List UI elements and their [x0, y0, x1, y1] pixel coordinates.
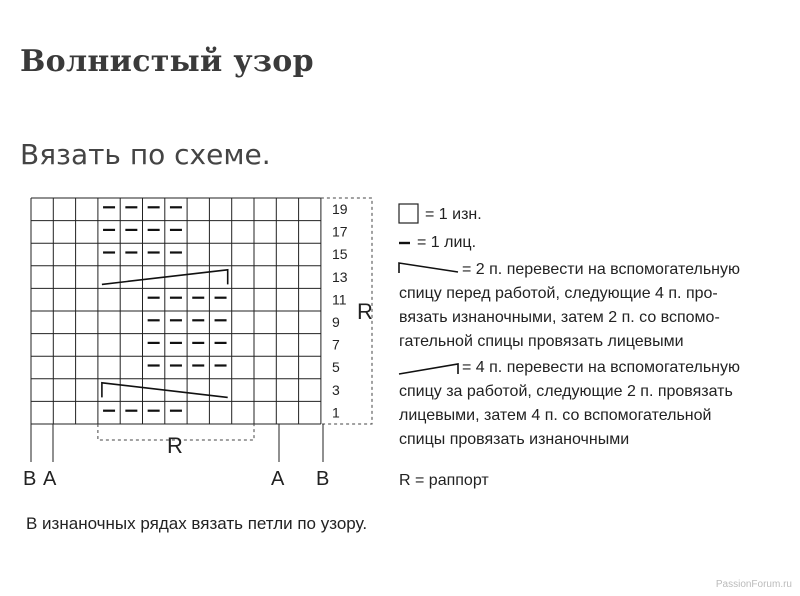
row-number: 15	[332, 246, 348, 263]
edge-label-b-right: B	[316, 468, 330, 490]
repeat-markers	[98, 198, 372, 440]
row-number: 1	[332, 404, 340, 421]
cable-back-symbol	[399, 364, 458, 374]
legend-cable-front-line: вязать изнаночными, затем 2 п. со вспомо-	[399, 309, 720, 326]
legend-cable-front-line: гательной спицы провязать лицевыми	[399, 333, 684, 350]
page-title: Волнистый узор	[20, 44, 314, 79]
footnote: В изнаночных рядах вязать петли по узору.	[26, 514, 368, 533]
legend-purl: = 1 изн.	[425, 206, 482, 223]
cable-front-symbol	[399, 263, 458, 273]
edge-label-a-left: A	[43, 468, 57, 490]
row-number: 9	[332, 314, 340, 330]
purl-symbol	[399, 204, 418, 223]
legend-repeat: R = раппорт	[399, 472, 489, 489]
watermark: PassionForum.ru	[715, 579, 792, 590]
row-number: 7	[332, 336, 340, 353]
instruction-text: Вязать по схеме.	[20, 138, 271, 171]
legend-cable-back-line: спицы провязать изнаночными	[399, 431, 630, 448]
legend-cable-front-line: = 2 п. перевести на вспомогательную	[462, 261, 740, 278]
legend-cable-back-line: лицевыми, затем 4 п. со вспомогательной	[399, 407, 712, 424]
legend-knit: = 1 лиц.	[417, 234, 477, 251]
row-number: 17	[332, 223, 348, 240]
row-numbers	[332, 201, 348, 420]
stitch-repeat-label: R	[167, 433, 183, 458]
edge-label-a-right: A	[271, 468, 285, 490]
edge-label-b-left: B	[23, 468, 37, 490]
legend-cable-back-line: спицу за работой, следующие 2 п. провязать	[399, 383, 733, 400]
row-number: 19	[332, 201, 348, 217]
legend-cable-back-line: = 4 п. перевести на вспомогательную	[462, 359, 740, 376]
row-number: 3	[332, 381, 340, 398]
row-number: 13	[332, 268, 348, 285]
row-number: 11	[332, 291, 347, 308]
chart-grid	[31, 198, 321, 424]
legend-cable-front-line: спицу перед работой, следующие 4 п. про-	[399, 285, 718, 302]
row-repeat-label: R	[357, 299, 373, 324]
row-number: 5	[332, 359, 340, 376]
